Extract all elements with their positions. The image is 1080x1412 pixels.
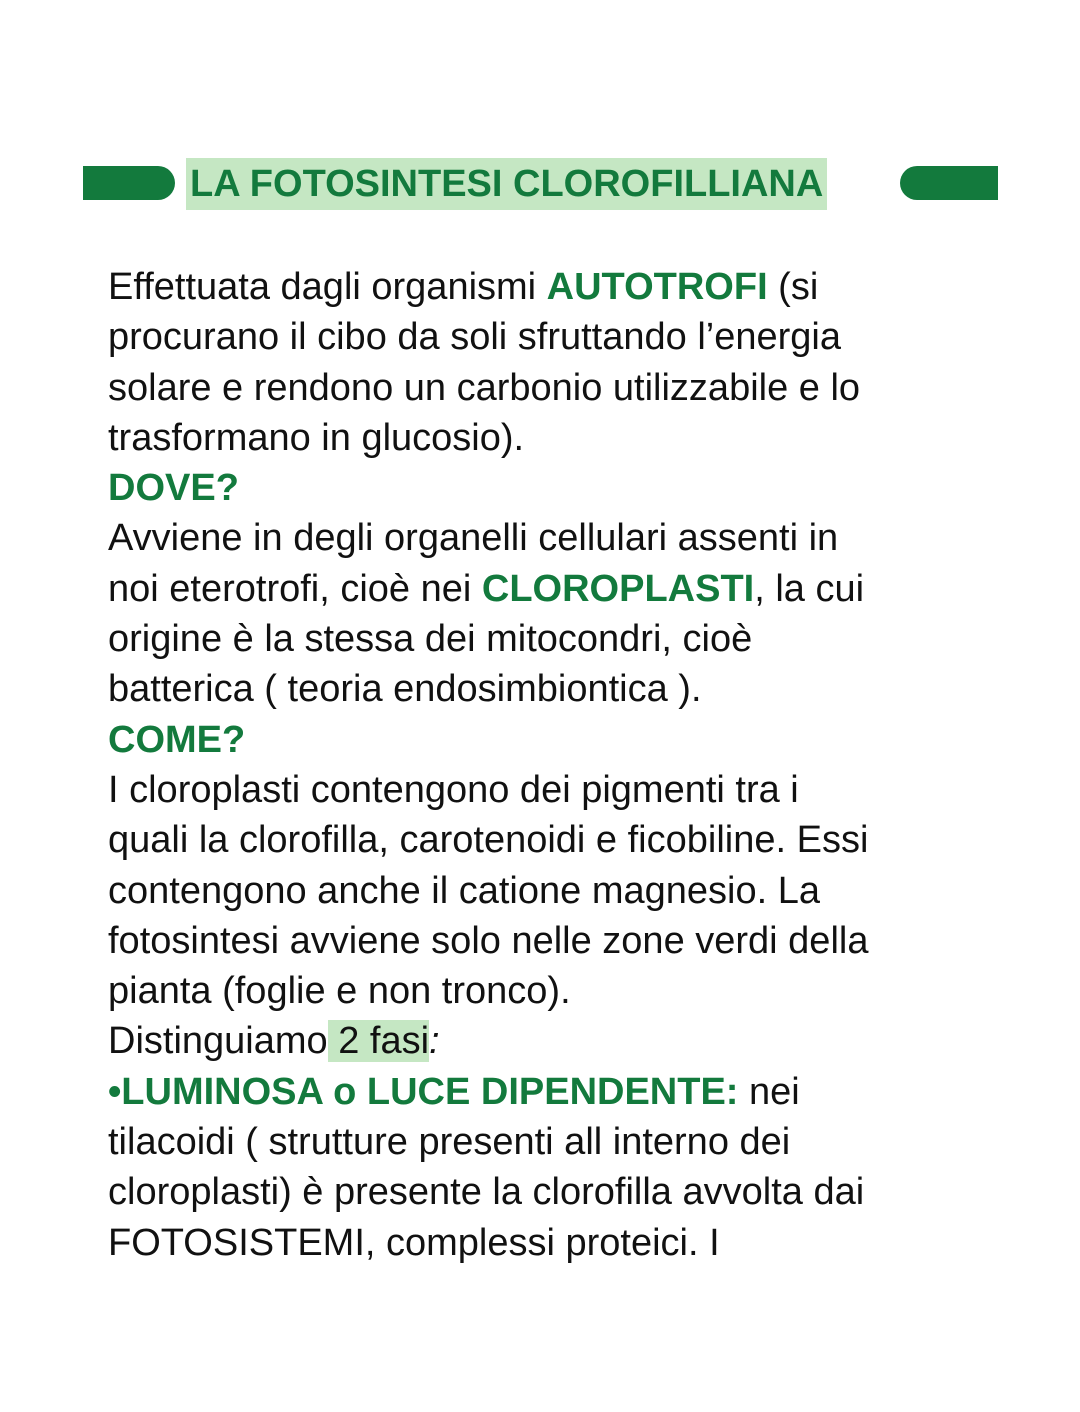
luminosa-line-4: FOTOSISTEMI, complessi proteici. I xyxy=(108,1221,720,1264)
luminosa-line-1 xyxy=(108,1067,1008,1117)
come-line-3: contengono anche il catione magnesio. La xyxy=(108,869,820,912)
come-text: : xyxy=(429,1020,440,1063)
dove-text: noi eterotrofi, cioè nei xyxy=(108,567,482,610)
intro-text: (si xyxy=(767,266,819,308)
term-autotrofi: AUTOTROFI xyxy=(546,266,768,308)
term-luminosa: •LUMINOSA o LUCE DIPENDENTE: xyxy=(108,1070,739,1113)
intro-text: Effettuata dagli organismi xyxy=(108,266,547,308)
come-line-5: pianta (foglie e non tronco). xyxy=(108,970,571,1013)
heading-dove: DOVE? xyxy=(108,467,239,510)
dove-line-1: Avviene in degli organelli cellulari assenti in xyxy=(108,517,839,560)
intro-line-2: procurano il cibo da soli sfruttando l’energia xyxy=(108,316,841,359)
dove-line-4: batterica ( teoria endosimbiontica ). xyxy=(108,668,702,711)
intro-line-3: solare e rendono un carbonio utilizzabile e lo xyxy=(108,366,861,409)
come-line-6 xyxy=(108,1016,1008,1066)
intro-line-1 xyxy=(108,262,1008,312)
come-text: Distinguiamo xyxy=(108,1020,328,1063)
come-line-4: fotosintesi avviene solo nelle zone verdi della xyxy=(108,919,869,962)
dove-line-2 xyxy=(108,564,1008,614)
dove-text: , la cui xyxy=(754,567,865,610)
luminosa-text: nei xyxy=(738,1070,800,1113)
title-banner xyxy=(0,158,1080,210)
highlight-2-fasi: 2 fasi xyxy=(327,1020,430,1063)
decorative-bar-right xyxy=(900,166,998,200)
decorative-bar-left xyxy=(83,166,175,200)
luminosa-line-3: cloroplasti) è presente la clorofilla avvolta dai xyxy=(108,1171,865,1214)
document-body xyxy=(108,262,1008,1268)
term-cloroplasti: CLOROPLASTI xyxy=(481,567,755,610)
come-line-1: I cloroplasti contengono dei pigmenti tra i xyxy=(108,768,799,811)
heading-come: COME? xyxy=(108,718,246,761)
luminosa-line-2: tilacoidi ( strutture presenti all interno dei xyxy=(108,1121,791,1164)
intro-line-4: trasformano in glucosio). xyxy=(108,416,525,459)
dove-line-3: origine è la stessa dei mitocondri, cioè xyxy=(108,618,753,661)
page-title: LA FOTOSINTESI CLOROFILLIANA xyxy=(186,158,827,210)
come-line-2: quali la clorofilla, carotenoidi e ficobiline. Essi xyxy=(108,819,869,862)
